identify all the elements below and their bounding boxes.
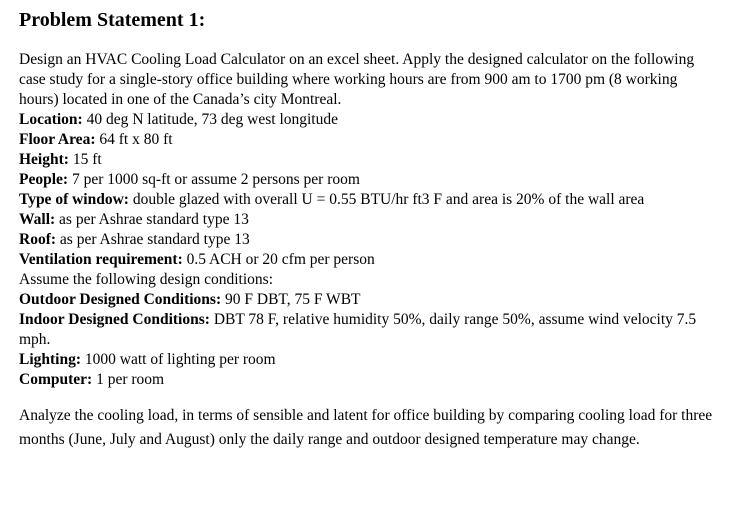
spec-people — [19, 170, 719, 190]
spec-label: Wall: — [19, 211, 56, 228]
condition-outdoor — [19, 290, 719, 310]
document-page — [19, 8, 719, 452]
spec-roof — [19, 230, 719, 250]
spec-label: Roof: — [19, 231, 57, 248]
spec-floor-area — [19, 130, 719, 150]
spec-label: Height: — [19, 151, 69, 168]
spec-label: Ventilation requirement: — [19, 251, 183, 268]
spec-wall — [19, 210, 719, 230]
spec-label: Floor Area: — [19, 131, 96, 148]
spec-ventilation — [19, 250, 719, 270]
spec-value: 7 per 1000 sq-ft or assume 2 persons per room — [68, 171, 360, 188]
condition-indoor — [19, 310, 719, 350]
condition-computer — [19, 370, 719, 390]
spec-location — [19, 110, 719, 130]
spec-label: People: — [19, 171, 69, 188]
condition-value: 1 per room — [92, 371, 165, 388]
spec-value: 15 ft — [68, 151, 102, 168]
problem-title: Problem Statement 1: — [19, 9, 206, 31]
intro-paragraph: Design an HVAC Cooling Load Calculator on an excel sheet. Apply the designed calculator on the following case study for a single-story office building where working hours are from 900 am to 1700 pm (8 working hours) located in one of the Canada’s city Montreal. — [19, 51, 695, 108]
condition-lighting — [19, 350, 719, 370]
condition-label: Indoor Designed Conditions: — [19, 311, 210, 328]
spec-value: as per Ashrae standard type 13 — [56, 231, 250, 248]
spec-value: 40 deg N latitude, 73 deg west longitude — [82, 111, 338, 128]
spec-value: double glazed with overall U = 0.55 BTU/hr ft3 F and area is 20% of the wall area — [128, 191, 645, 208]
spec-value: 0.5 ACH or 20 cfm per person — [182, 251, 375, 268]
condition-value: DBT 78 F, relative humidity 50%, daily range 50%, assume wind velocity 7.5 mph. — [19, 311, 697, 348]
condition-value: 1000 watt of lighting per room — [81, 351, 276, 368]
spec-label: Type of window: — [19, 191, 129, 208]
spec-label: Location: — [19, 111, 83, 128]
spec-value: 64 ft x 80 ft — [95, 131, 173, 148]
spec-window — [19, 190, 719, 210]
spec-value: as per Ashrae standard type 13 — [55, 211, 249, 228]
condition-label: Computer: — [19, 371, 93, 388]
condition-value: 90 F DBT, 75 F WBT — [221, 291, 361, 308]
spec-height — [19, 150, 719, 170]
condition-label: Lighting: — [19, 351, 82, 368]
condition-label: Outdoor Designed Conditions: — [19, 291, 222, 308]
analysis-paragraph: Analyze the cooling load, in terms of sensible and latent for office building by comparing cooling load for three months (June, July and August) only the daily range and outdoor designed temperature may change. — [19, 407, 713, 448]
assume-line: Assume the following design conditions: — [19, 271, 274, 288]
